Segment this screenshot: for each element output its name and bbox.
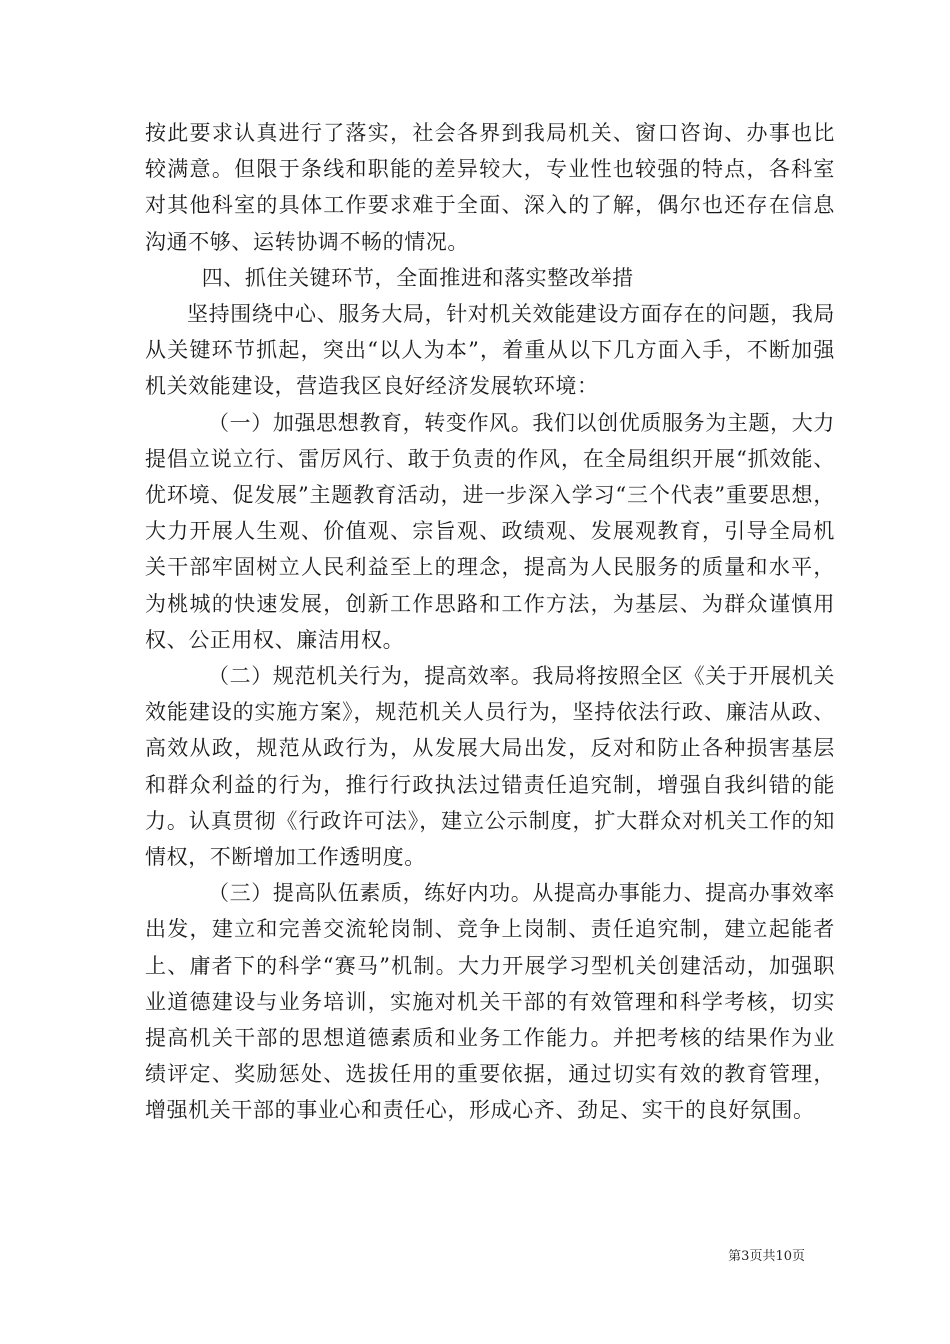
- paragraph-item-3: （三）提高队伍素质，练好内功。从提高办事能力、提高办事效率出发，建立和完善交流轮岗制、竞争上岗制、责任追究制，建立起能者上、庸者下的科学“赛马”机制。大力开展学习型机关创建活动，加强职业道德建设与业务培训，实施对机关干部的有效管理和科学考核，切实提高机关干部的思想道德素质和业务工作能力。并把考核的结果作为业绩评定、奖励惩处、选拔任用的重要依据，通过切实有效的教育管理，增强机关干部的事业心和责任心，形成心齐、劲足、实干的良好氛围。: [145, 881, 835, 1123]
- paragraph-intro: 坚持围绕中心、服务大局，针对机关效能建设方面存在的问题，我局从关键环节抓起，突出“以人为本”，着重从以下几方面入手，不断加强机关效能建设，营造我区良好经济发展软环境：: [145, 302, 835, 399]
- paragraph-continuation: 按此要求认真进行了落实，社会各界到我局机关、窗口咨询、办事也比较满意。但限于条线和职能的差异较大，专业性也较强的特点，各科室对其他科室的具体工作要求难于全面、深入的了解，偶尔也还存在信息沟通不够、运转协调不畅的情况。: [145, 121, 835, 254]
- paragraph-item-2: （二）规范机关行为，提高效率。我局将按照全区《关于开展机关效能建设的实施方案》，规范机关人员行为，坚持依法行政、廉洁从政、高效从政，规范从政行为，从发展大局出发，反对和防止各种损害基层和群众利益的行为，推行行政执法过错责任追究制，增强自我纠错的能力。认真贯彻《行政许可法》，建立公示制度，扩大群众对机关工作的知情权，不断增加工作透明度。: [145, 664, 835, 870]
- document-body: [145, 115, 835, 1129]
- page-number-footer: 第3页共10页: [728, 1249, 805, 1264]
- paragraph-item-1: （一）加强思想教育，转变作风。我们以创优质服务为主题，大力提倡立说立行、雷厉风行、敢于负责的作风，在全局组织开展“抓效能、优环境、促发展”主题教育活动，进一步深入学习“三个代表”重要思想，大力开展人生观、价值观、宗旨观、政绩观、发展观教育，引导全局机关干部牢固树立人民利益至上的理念，提高为人民服务的质量和水平，为桃城的快速发展，创新工作思路和工作方法，为基层、为群众谨慎用权、公正用权、廉洁用权。: [145, 410, 835, 652]
- section-heading: 四、抓住关键环节，全面推进和落实整改举措: [201, 265, 634, 290]
